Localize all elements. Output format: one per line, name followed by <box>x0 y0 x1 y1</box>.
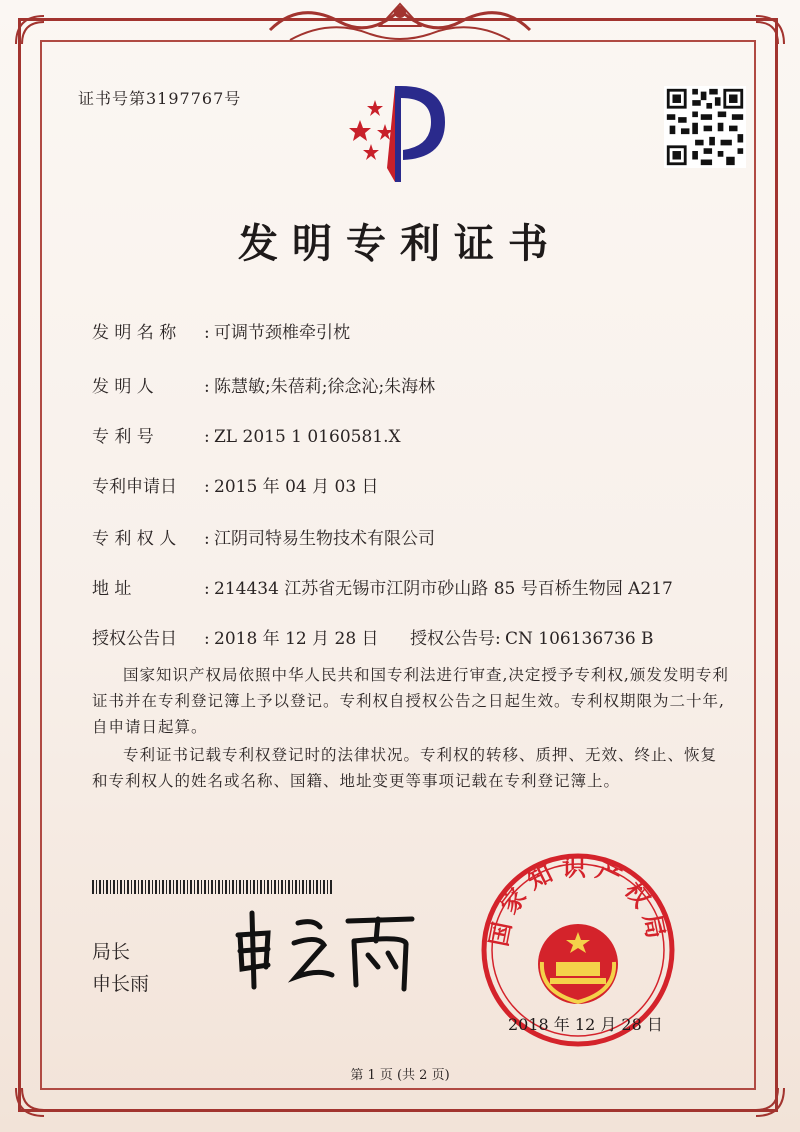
seal-date: 2018 年 12 月 28 日 <box>508 1015 663 1034</box>
field-grant-date: 授权公告日 : 2018 年 12 月 28 日 <box>92 624 379 649</box>
field-value: 2018 年 12 月 28 日 <box>214 629 379 649</box>
director-block <box>92 936 149 1000</box>
page-footer: 第 1 页 (共 2 页) <box>350 1068 450 1083</box>
field-value: 可调节颈椎牵引枕 <box>214 323 350 343</box>
top-ornament <box>260 0 540 48</box>
field-label: 专利申请日 <box>92 477 177 497</box>
corner-ornament-top-left <box>14 14 48 48</box>
field-inventors: 发 明 人 : 陈慧敏;朱蓓莉;徐念沁;朱海林 <box>92 372 435 397</box>
field-label: 地 址 <box>92 579 132 599</box>
grant-statement: 国家知识产权局依照中华人民共和国专利法进行审查,决定授予专利权,颁发发明专利证书并在专利登记簿上予以登记。专利权自授权公告之日起生效。专利权期限为二十年,自申请日起算。 <box>92 666 729 736</box>
legal-status-statement: 专利证书记载专利权登记时的法律状况。专利权的转移、质押、无效、终止、恢复和专利权人的姓名或名称、国籍、地址变更等事项记载在专利登记簿上。 <box>92 746 718 790</box>
field-patentee: 专 利 权 人 : 江阴司特易生物技术有限公司 <box>92 524 435 549</box>
patent-office-logo-icon <box>345 72 455 192</box>
field-patent-number: 专 利 号 : ZL 2015 1 0160581.X <box>92 422 401 447</box>
field-value: 江阴司特易生物技术有限公司 <box>214 529 435 549</box>
field-label: 授权公告号 <box>410 629 495 649</box>
barcode <box>92 880 332 894</box>
page-title: 发明专利证书 <box>238 220 562 267</box>
field-value: 214434 江苏省无锡市江阴市砂山路 85 号百桥生物园 A217 <box>214 579 673 599</box>
qr-code-icon <box>664 86 746 168</box>
director-title: 局长 <box>92 941 131 963</box>
field-address: 地 址 : 214434 江苏省无锡市江阴市砂山路 85 号百桥生物园 A217 <box>92 574 673 599</box>
field-label: 发 明 人 <box>92 377 154 397</box>
corner-ornament-bottom-right <box>752 1084 786 1118</box>
field-label: 专 利 权 人 <box>92 529 177 549</box>
certificate-number: 证书号第3197767号 <box>78 89 242 108</box>
seal-text: 国家知识产权局 <box>484 853 672 949</box>
field-value: CN 106136736 B <box>505 629 654 649</box>
field-invention-name: 发 明 名 称 : 可调节颈椎牵引枕 <box>92 318 350 343</box>
field-value: ZL 2015 1 0160581.X <box>214 427 401 447</box>
field-label: 授权公告日 <box>92 629 177 649</box>
director-signature <box>228 905 418 995</box>
corner-ornament-top-right <box>752 14 786 48</box>
field-value: 2015 年 04 月 03 日 <box>214 477 379 497</box>
field-filing-date: 专利申请日 : 2015 年 04 月 03 日 <box>92 472 379 497</box>
director-name: 申长雨 <box>92 973 150 995</box>
corner-ornament-bottom-left <box>14 1084 48 1118</box>
field-grant-number: 授权公告号: CN 106136736 B <box>410 629 654 649</box>
field-label: 专 利 号 <box>92 427 154 447</box>
field-label: 发 明 名 称 <box>92 323 177 343</box>
field-value: 陈慧敏;朱蓓莉;徐念沁;朱海林 <box>214 377 436 397</box>
